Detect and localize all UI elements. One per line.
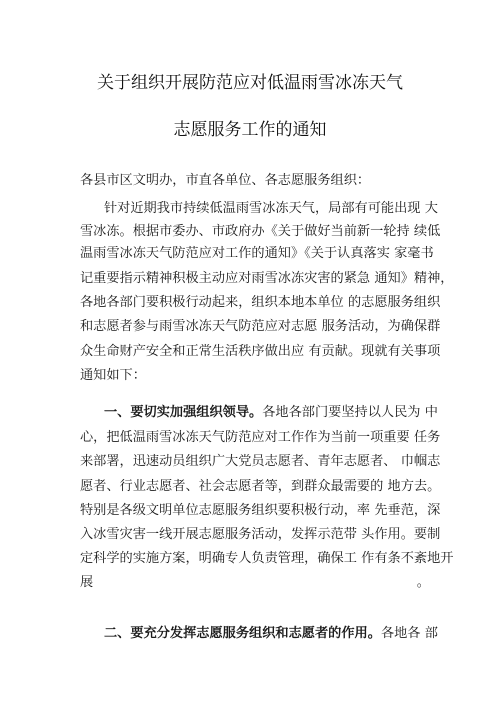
salutation: 各县市区文明办，市直各单位、各志愿服务组织： (80, 173, 371, 188)
paragraph-line: 针对近期我市持续低温雨雪冰冻天气，局部有可能出现 大 (104, 201, 438, 216)
document-title-line-1: 关于组织开展防范应对低温雨雪冰冻天气 (97, 73, 403, 93)
paragraph-line: 和志愿者参与雨雪冰冻天气防范应对志愿 服务活动，为确保群 (80, 319, 441, 334)
paragraph-line: 展。 (80, 575, 430, 590)
section-2-first-text: 各地各 部 (380, 626, 438, 641)
section-1-first-line (104, 404, 438, 422)
document-title-line-2: 志愿服务工作的通知 (173, 120, 327, 140)
section-1-first-text: 各地各部门要坚持以人民为 中 (262, 405, 438, 420)
paragraph-line: 温雨雪冰冻天气防范应对工作的通知》《关于认真落实 家毫书 (80, 246, 434, 261)
paragraph-line: 各地各部门要积极行动起来，组织本地本单位 的志愿服务组织 (80, 295, 441, 310)
paragraph-line: 入冰雪灾害一线开展志愿服务活动，发挥示范带 头作用。要制 (80, 527, 441, 542)
paragraph-line: 众生命财产安全和正常生活秩序做出应 有贡献。现就有关事项 (80, 344, 441, 359)
section-1-heading: 一、要切实加强组织领导。 (104, 405, 263, 420)
paragraph-line: 通知如下： (80, 368, 146, 383)
paragraph-line: 愿者、行业志愿者、社会志愿者等，到群众最需要的 地方去。 (80, 479, 441, 494)
paragraph-line: 特别是各级文明单位志愿服务组织要积极行动，率 先垂范，深 (80, 503, 441, 518)
paragraph-line: 心，把低温雨雪冰冻天气防范应对工作作为当前一项重要 任务 (80, 430, 441, 445)
paragraph-line: 记重要指示精神积极主动应对雨雪冰冻灾害的紧急 通知》精神， (80, 271, 454, 286)
paragraph-line: 雪冰冻。根据市委办、市政府办《关于做好当前新一轮持 续低 (80, 224, 441, 239)
section-2-heading: 二、要充分发挥志愿服务组织和志愿者的作用。 (104, 626, 381, 641)
paragraph-line: 定科学的实施方案，明确专人负责管理，确保工 作有条不紊地开 (80, 551, 454, 566)
section-2-first-line (104, 625, 438, 643)
paragraph-line: 来部署，迅速动员组织广大党员志愿者、青年志愿者、 巾帼志 (80, 454, 441, 469)
